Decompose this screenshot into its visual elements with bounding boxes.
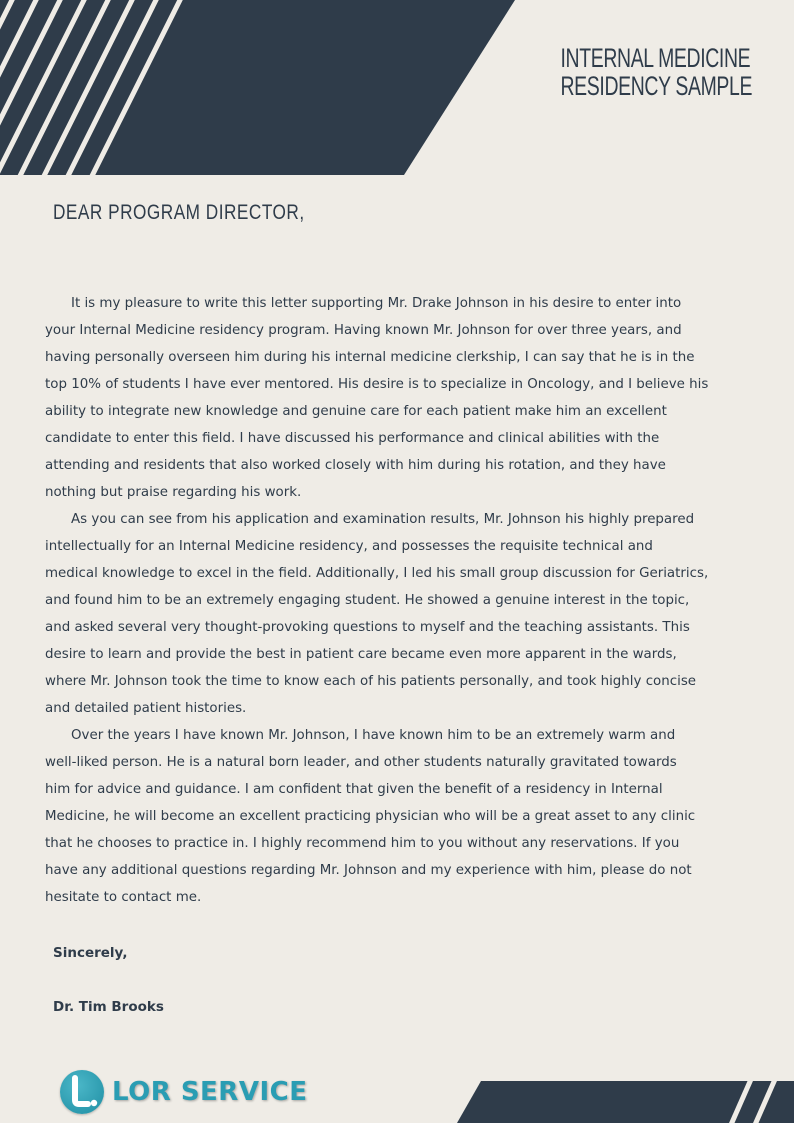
document-title-line-1: INTERNAL MEDICINE [560, 43, 751, 73]
paragraph-2 [45, 506, 765, 722]
paragraph-3 [45, 722, 765, 911]
salutation: DEAR PROGRAM DIRECTOR, [53, 201, 305, 224]
text-line: top 10% of students I have ever mentored. His desire is to specialize in Oncology, and I believe his [45, 377, 709, 392]
closing: Sincerely, [53, 945, 128, 961]
text-line: well-liked person. He is a natural born leader, and other students naturally gravitated towards [45, 755, 677, 770]
text-line: him for advice and guidance. I am confident that given the benefit of a residency in Internal [45, 782, 663, 797]
text-line: As you can see from his application and examination results, Mr. Johnson his highly prepared [71, 512, 695, 527]
text-line: and found him to be an extremely engaging student. He showed a genuine interest in the topic, [45, 593, 690, 608]
text-line: desire to learn and provide the best in patient care became even more apparent in the wards, [45, 647, 677, 662]
text-line: medical knowledge to excel in the field. Additionally, I led his small group discussion for Geriatrics, [45, 566, 709, 581]
text-line: and detailed patient histories. [45, 701, 247, 716]
paragraph-1 [45, 290, 765, 506]
text-line: attending and residents that also worked closely with him during his rotation, and they have [45, 458, 666, 473]
text-line: hesitate to contact me. [45, 890, 202, 905]
signature-name: Dr. Tim Brooks [53, 999, 164, 1015]
brand-name: LOR SERVICE [112, 1077, 308, 1107]
text-line: your Internal Medicine residency program. Having known Mr. Johnson for over three years, and [45, 323, 682, 338]
text-line: It is my pleasure to write this letter supporting Mr. Drake Johnson in his desire to enter into [71, 296, 682, 311]
text-line: having personally overseen him during his internal medicine clerkship, I can say that he is in the [45, 350, 695, 365]
text-line: Over the years I have known Mr. Johnson, I have known him to be an extremely warm and [71, 728, 676, 743]
text-line: nothing but praise regarding his work. [45, 485, 302, 500]
text-line: and asked several very thought-provoking questions to myself and the teaching assistants. This [45, 620, 690, 635]
text-line: candidate to enter this field. I have discussed his performance and clinical abilities with the [45, 431, 660, 446]
document-title [560, 44, 752, 100]
text-line: that he chooses to practice in. I highly recommend him to you without any reservations. If you [45, 836, 680, 851]
document-title-line-2: RESIDENCY SAMPLE [560, 71, 752, 101]
text-line: where Mr. Johnson took the time to know each of his patients personally, and took highly concise [45, 674, 697, 689]
text-line: have any additional questions regarding Mr. Johnson and my experience with him, please do not [45, 863, 692, 878]
text-line: intellectually for an Internal Medicine residency, and possesses the requisite technical and [45, 539, 653, 554]
text-line: ability to integrate new knowledge and genuine care for each patient make him an excellent [45, 404, 667, 419]
letter-body [45, 290, 765, 911]
text-line: Medicine, he will become an excellent practicing physician who will be a great asset to any clinic [45, 809, 696, 824]
footer-banner-graphic [0, 1075, 794, 1123]
